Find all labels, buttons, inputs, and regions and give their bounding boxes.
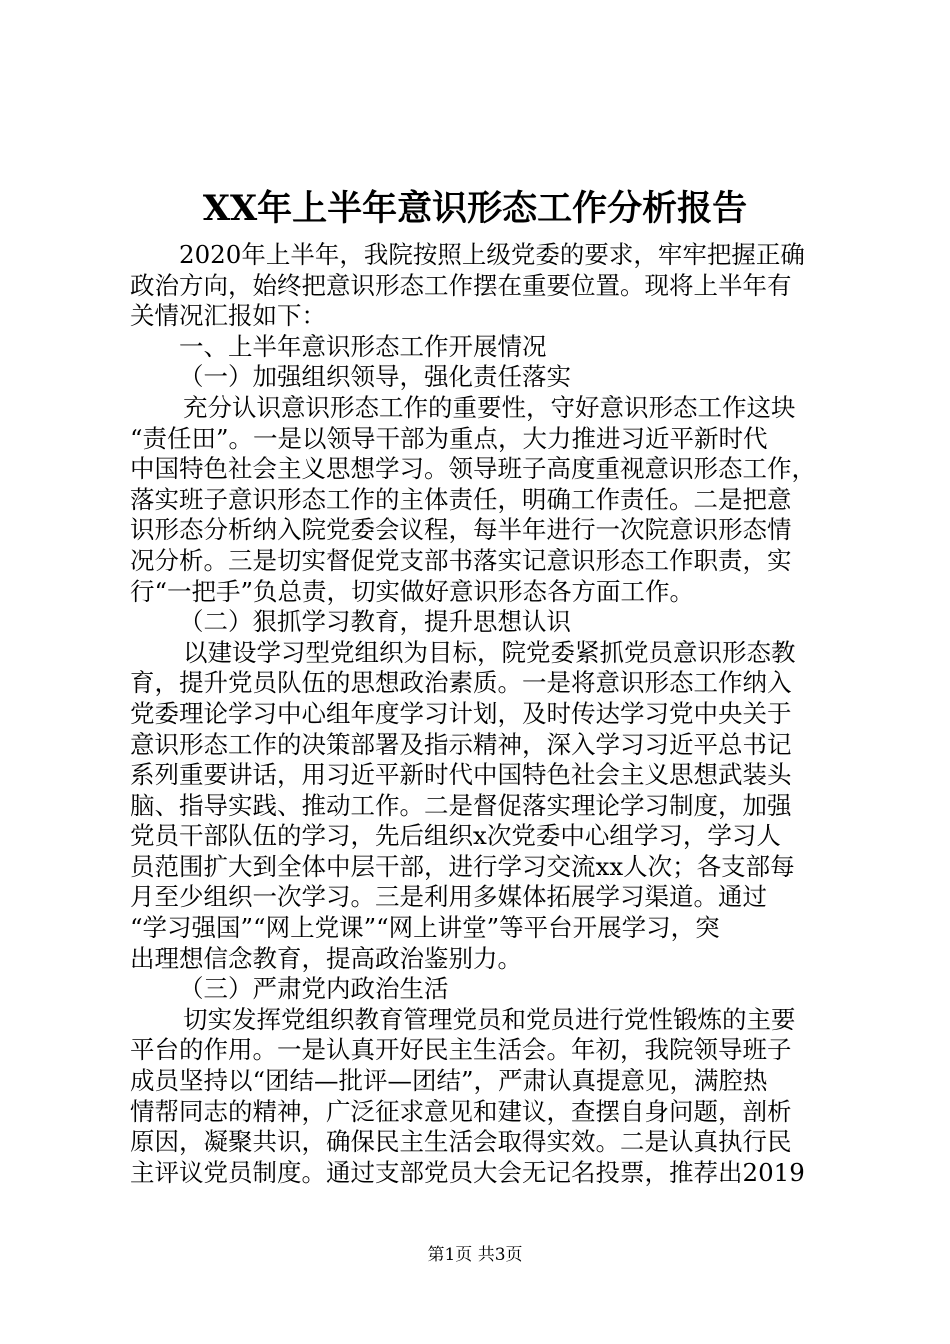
paragraph-line: 主评议党员制度。通过支部党员大会无记名投票，推荐出2019 — [130, 1157, 805, 1187]
paragraph-line: 平台的作用。一是认真开好民主生活会。年初，我院领导班子 — [130, 1035, 792, 1065]
paragraph-line: 意识形态工作的决策部署及指示精神，深入学习习近平总书记 — [130, 729, 792, 759]
subsection-heading: （一）加强组织领导，强化责任落实 — [179, 362, 571, 392]
paragraph-line: 行“一把手”负总责，切实做好意识形态各方面工作。 — [130, 576, 695, 606]
paragraph-line: 关情况汇报如下： — [130, 301, 326, 331]
paragraph-line: “责任田”。一是以领导干部为重点，大力推进习近平新时代 — [130, 423, 768, 453]
paragraph-line: 党委理论学习中心组年度学习计划，及时传达学习党中央关于 — [130, 698, 792, 728]
paragraph-line: 落实班子意识形态工作的主体责任，明确工作责任。二是把意 — [130, 484, 792, 514]
paragraph-line: 充分认识意识形态工作的重要性，守好意识形态工作这块 — [183, 392, 796, 422]
paragraph-line: 2020年上半年，我院按照上级党委的要求，牢牢把握正确 — [179, 240, 805, 269]
paragraph-line: 系列重要讲话，用习近平新时代中国特色社会主义思想武装头 — [130, 760, 792, 790]
paragraph-line: 切实发挥党组织教育管理党员和党员进行党性锻炼的主要 — [183, 1004, 796, 1034]
paragraph-line: 月至少组织一次学习。三是利用多媒体拓展学习渠道。通过 — [130, 882, 767, 912]
paragraph-line: 政治方向，始终把意识形态工作摆在重要位置。现将上半年有 — [130, 270, 792, 300]
paragraph-line: 况分析。三是切实督促党支部书落实记意识形态工作职责，实 — [130, 545, 792, 575]
paragraph-line: 以建设学习型党组织为目标，院党委紧抓党员意识形态教 — [183, 637, 796, 667]
section-heading: 一、上半年意识形态工作开展情况 — [179, 331, 547, 361]
paragraph-line: 员范围扩大到全体中层干部，进行学习交流xx人次；各支部每 — [130, 851, 795, 881]
paragraph-line: 党员干部队伍的学习，先后组织x次党委中心组学习，学习人 — [130, 821, 781, 851]
subsection-heading: （二）狠抓学习教育，提升思想认识 — [179, 607, 571, 637]
paragraph-line: 脑、指导实践、推动工作。二是督促落实理论学习制度，加强 — [130, 790, 792, 820]
subsection-heading: （三）严肃党内政治生活 — [179, 974, 449, 1004]
document-body — [130, 240, 836, 1188]
document-title: XX年上半年意识形态工作分析报告 — [202, 188, 748, 229]
page-footer: 第1页 共3页 — [427, 1245, 523, 1265]
paragraph-line: 中国特色社会主义思想学习。领导班子高度重视意识形态工作， — [130, 454, 816, 484]
paragraph-line: 原因，凝聚共识，确保民主生活会取得实效。二是认真执行民 — [130, 1127, 792, 1157]
paragraph-line: 育，提升党员队伍的思想政治素质。一是将意识形态工作纳入 — [130, 668, 792, 698]
paragraph-line: 成员坚持以“团结—批评—团结”，严肃认真提意见，满腔热 — [130, 1066, 768, 1096]
paragraph-line: 出理想信念教育，提高政治鉴别力。 — [130, 943, 522, 973]
paragraph-line: “学习强国”“网上党课”“网上讲堂”等平台开展学习，突 — [130, 913, 720, 943]
paragraph-line: 情帮同志的精神，广泛征求意见和建议，查摆自身问题，剖析 — [130, 1096, 792, 1126]
paragraph-line: 识形态分析纳入院党委会议程，每半年进行一次院意识形态情 — [130, 515, 792, 545]
